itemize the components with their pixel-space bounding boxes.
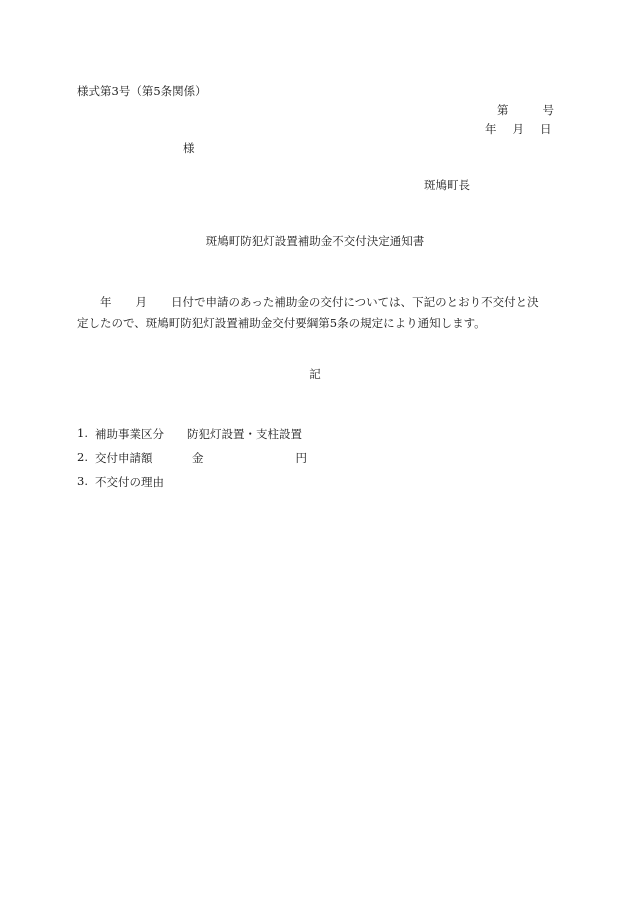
document-date	[485, 124, 552, 136]
item-value: 防犯灯設置・支柱設置	[187, 427, 302, 441]
item-label: 補助事業区分	[95, 427, 164, 441]
date-year: 年	[485, 122, 497, 136]
list-item	[77, 426, 307, 450]
list-item	[77, 474, 307, 498]
number-prefix: 第	[497, 103, 509, 117]
item-number: 3.	[77, 474, 88, 488]
body-month: 月	[135, 295, 147, 309]
date-month: 月	[512, 122, 524, 136]
body-line-1	[77, 292, 557, 313]
body-line-2: 定したので、斑鳩町防犯灯設置補助金交付要綱第5条の規定により通知します。	[77, 316, 486, 330]
item-number: 2.	[77, 450, 88, 464]
form-number: 様式第3号（第5条関係）	[77, 84, 207, 98]
item-number: 1.	[77, 426, 88, 440]
sender-name: 斑鳩町長	[424, 178, 470, 192]
list-item	[77, 450, 307, 474]
body-line-1-text: 日付で申請のあった補助金の交付については、下記のとおり不交付と決	[171, 295, 539, 309]
recipient-honorific: 様	[183, 141, 195, 155]
amount-suffix: 円	[295, 451, 307, 465]
document-title: 斑鳩町防犯灯設置補助金不交付決定通知書	[205, 234, 425, 248]
document-number	[497, 105, 554, 117]
body-year: 年	[100, 295, 112, 309]
amount-prefix: 金	[192, 451, 204, 465]
date-day: 日	[540, 122, 552, 136]
item-label: 不交付の理由	[95, 475, 164, 489]
number-suffix: 号	[542, 103, 554, 117]
item-label: 交付申請額	[95, 451, 153, 465]
body-paragraph	[77, 292, 557, 334]
item-list	[77, 426, 307, 498]
ki-heading: 記	[309, 367, 321, 381]
